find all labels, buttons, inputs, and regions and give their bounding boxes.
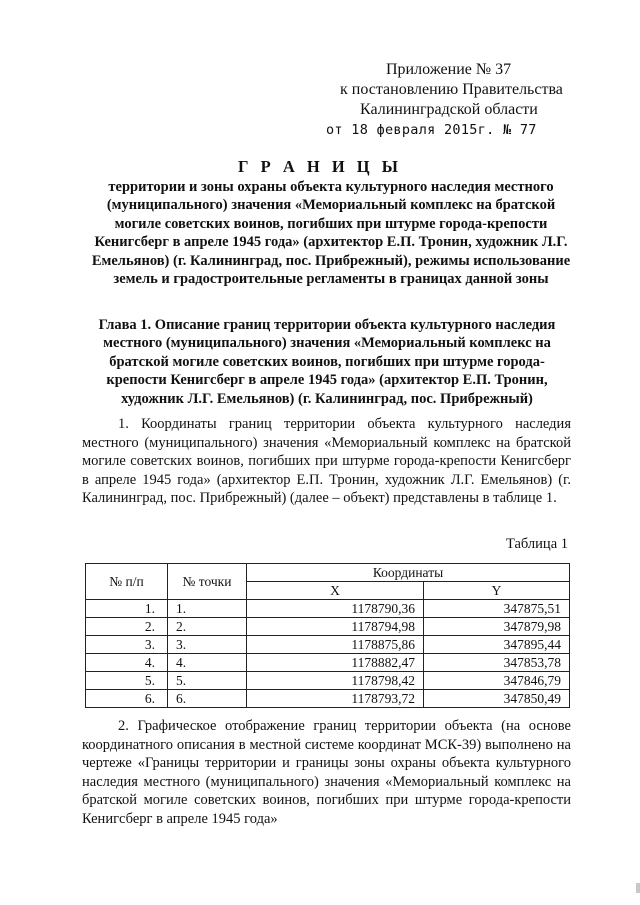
table-row	[86, 600, 570, 618]
row-y: 347850,49	[424, 690, 570, 708]
chapter-heading: Глава 1. Описание границ территории объекта культурного наследия местного (муниципального) значения «Мемориальный комплекс на братской могиле советских воинов, погибших при штурме города-крепости Кенигсберг в апреле 1945 года» (архитектор Е.П. Тронин, художник Л.Г. Емельянов) (г. Калининград, пос. Прибрежный)	[98, 317, 556, 407]
row-y: 347853,78	[424, 654, 570, 672]
row-x: 1178882,47	[247, 654, 424, 672]
paragraph-1: 1. Координаты границ территории объекта культурного наследия местного (муниципального) значения «Мемориальный комплекс на братской могиле советских воинов, погибших при штурме города-крепости Кенигсберг в апреле 1945 года» (архитектор Е.П. Тронин, художник Л.Г. Емельянов) (г. Калининград, пос. Прибрежный) (далее – объект) представлены в таблице 1.	[82, 416, 571, 507]
appendix-decree: к постановлению Правительства	[340, 81, 563, 98]
row-point: 2.	[168, 618, 247, 636]
header-y: Y	[424, 582, 570, 600]
table-row	[86, 636, 570, 654]
row-x: 1178794,98	[247, 618, 424, 636]
row-y: 347895,44	[424, 636, 570, 654]
appendix-date: от 18 февраля 2015г. № 77	[326, 122, 537, 138]
row-num: 4.	[86, 654, 168, 672]
row-y: 347879,98	[424, 618, 570, 636]
table-row	[86, 618, 570, 636]
row-point: 3.	[168, 636, 247, 654]
table-row	[86, 672, 570, 690]
row-num: 3.	[86, 636, 168, 654]
table-row	[86, 654, 570, 672]
header-x: X	[247, 582, 424, 600]
row-y: 347875,51	[424, 600, 570, 618]
row-x: 1178875,86	[247, 636, 424, 654]
row-num: 1.	[86, 600, 168, 618]
row-point: 5.	[168, 672, 247, 690]
row-num: 6.	[86, 690, 168, 708]
appendix-region: Калининградской области	[360, 101, 538, 118]
document-subtitle: территории и зоны охраны объекта культурного наследия местного (муниципального) значения «Мемориальный комплекс на братской могиле советских воинов, погибших при штурме города-крепости Кенигсберг в апреле 1945 года» (архитектор Е.П. Тронин, художник Л.Г. Емельянов) (г. Калининград, пос. Прибрежный), режимы использование земель и градостроительные регламенты в границах данной зоны	[91, 179, 571, 288]
document-title: Г Р А Н И Ц Ы	[238, 157, 402, 176]
paragraph-2: 2. Графическое отображение границ территории объекта (на основе координатного описания в местной системе координат МСК-39) выполнено на чертеже «Границы территории и границы зоны охраны объекта культурного наследия местного (муниципального) значения «Мемориальный комплекс на братской могиле советских воинов, погибших при штурме города-крепости Кенигсберг в апреле 1945 года»	[82, 718, 571, 827]
row-num: 2.	[86, 618, 168, 636]
row-x: 1178790,36	[247, 600, 424, 618]
row-x: 1178793,72	[247, 690, 424, 708]
row-y: 347846,79	[424, 672, 570, 690]
row-x: 1178798,42	[247, 672, 424, 690]
scan-edge-mark	[636, 883, 640, 893]
header-num: № п/п	[86, 564, 168, 600]
row-point: 4.	[168, 654, 247, 672]
row-point: 1.	[168, 600, 247, 618]
appendix-number: Приложение № 37	[386, 61, 512, 78]
header-point: № точки	[168, 564, 247, 600]
row-num: 5.	[86, 672, 168, 690]
row-point: 6.	[168, 690, 247, 708]
table-row	[86, 690, 570, 708]
header-coordinates: Координаты	[247, 564, 570, 582]
table-caption: Таблица 1	[505, 536, 568, 552]
appendix-reference	[300, 60, 570, 140]
coordinates-table	[85, 563, 570, 708]
